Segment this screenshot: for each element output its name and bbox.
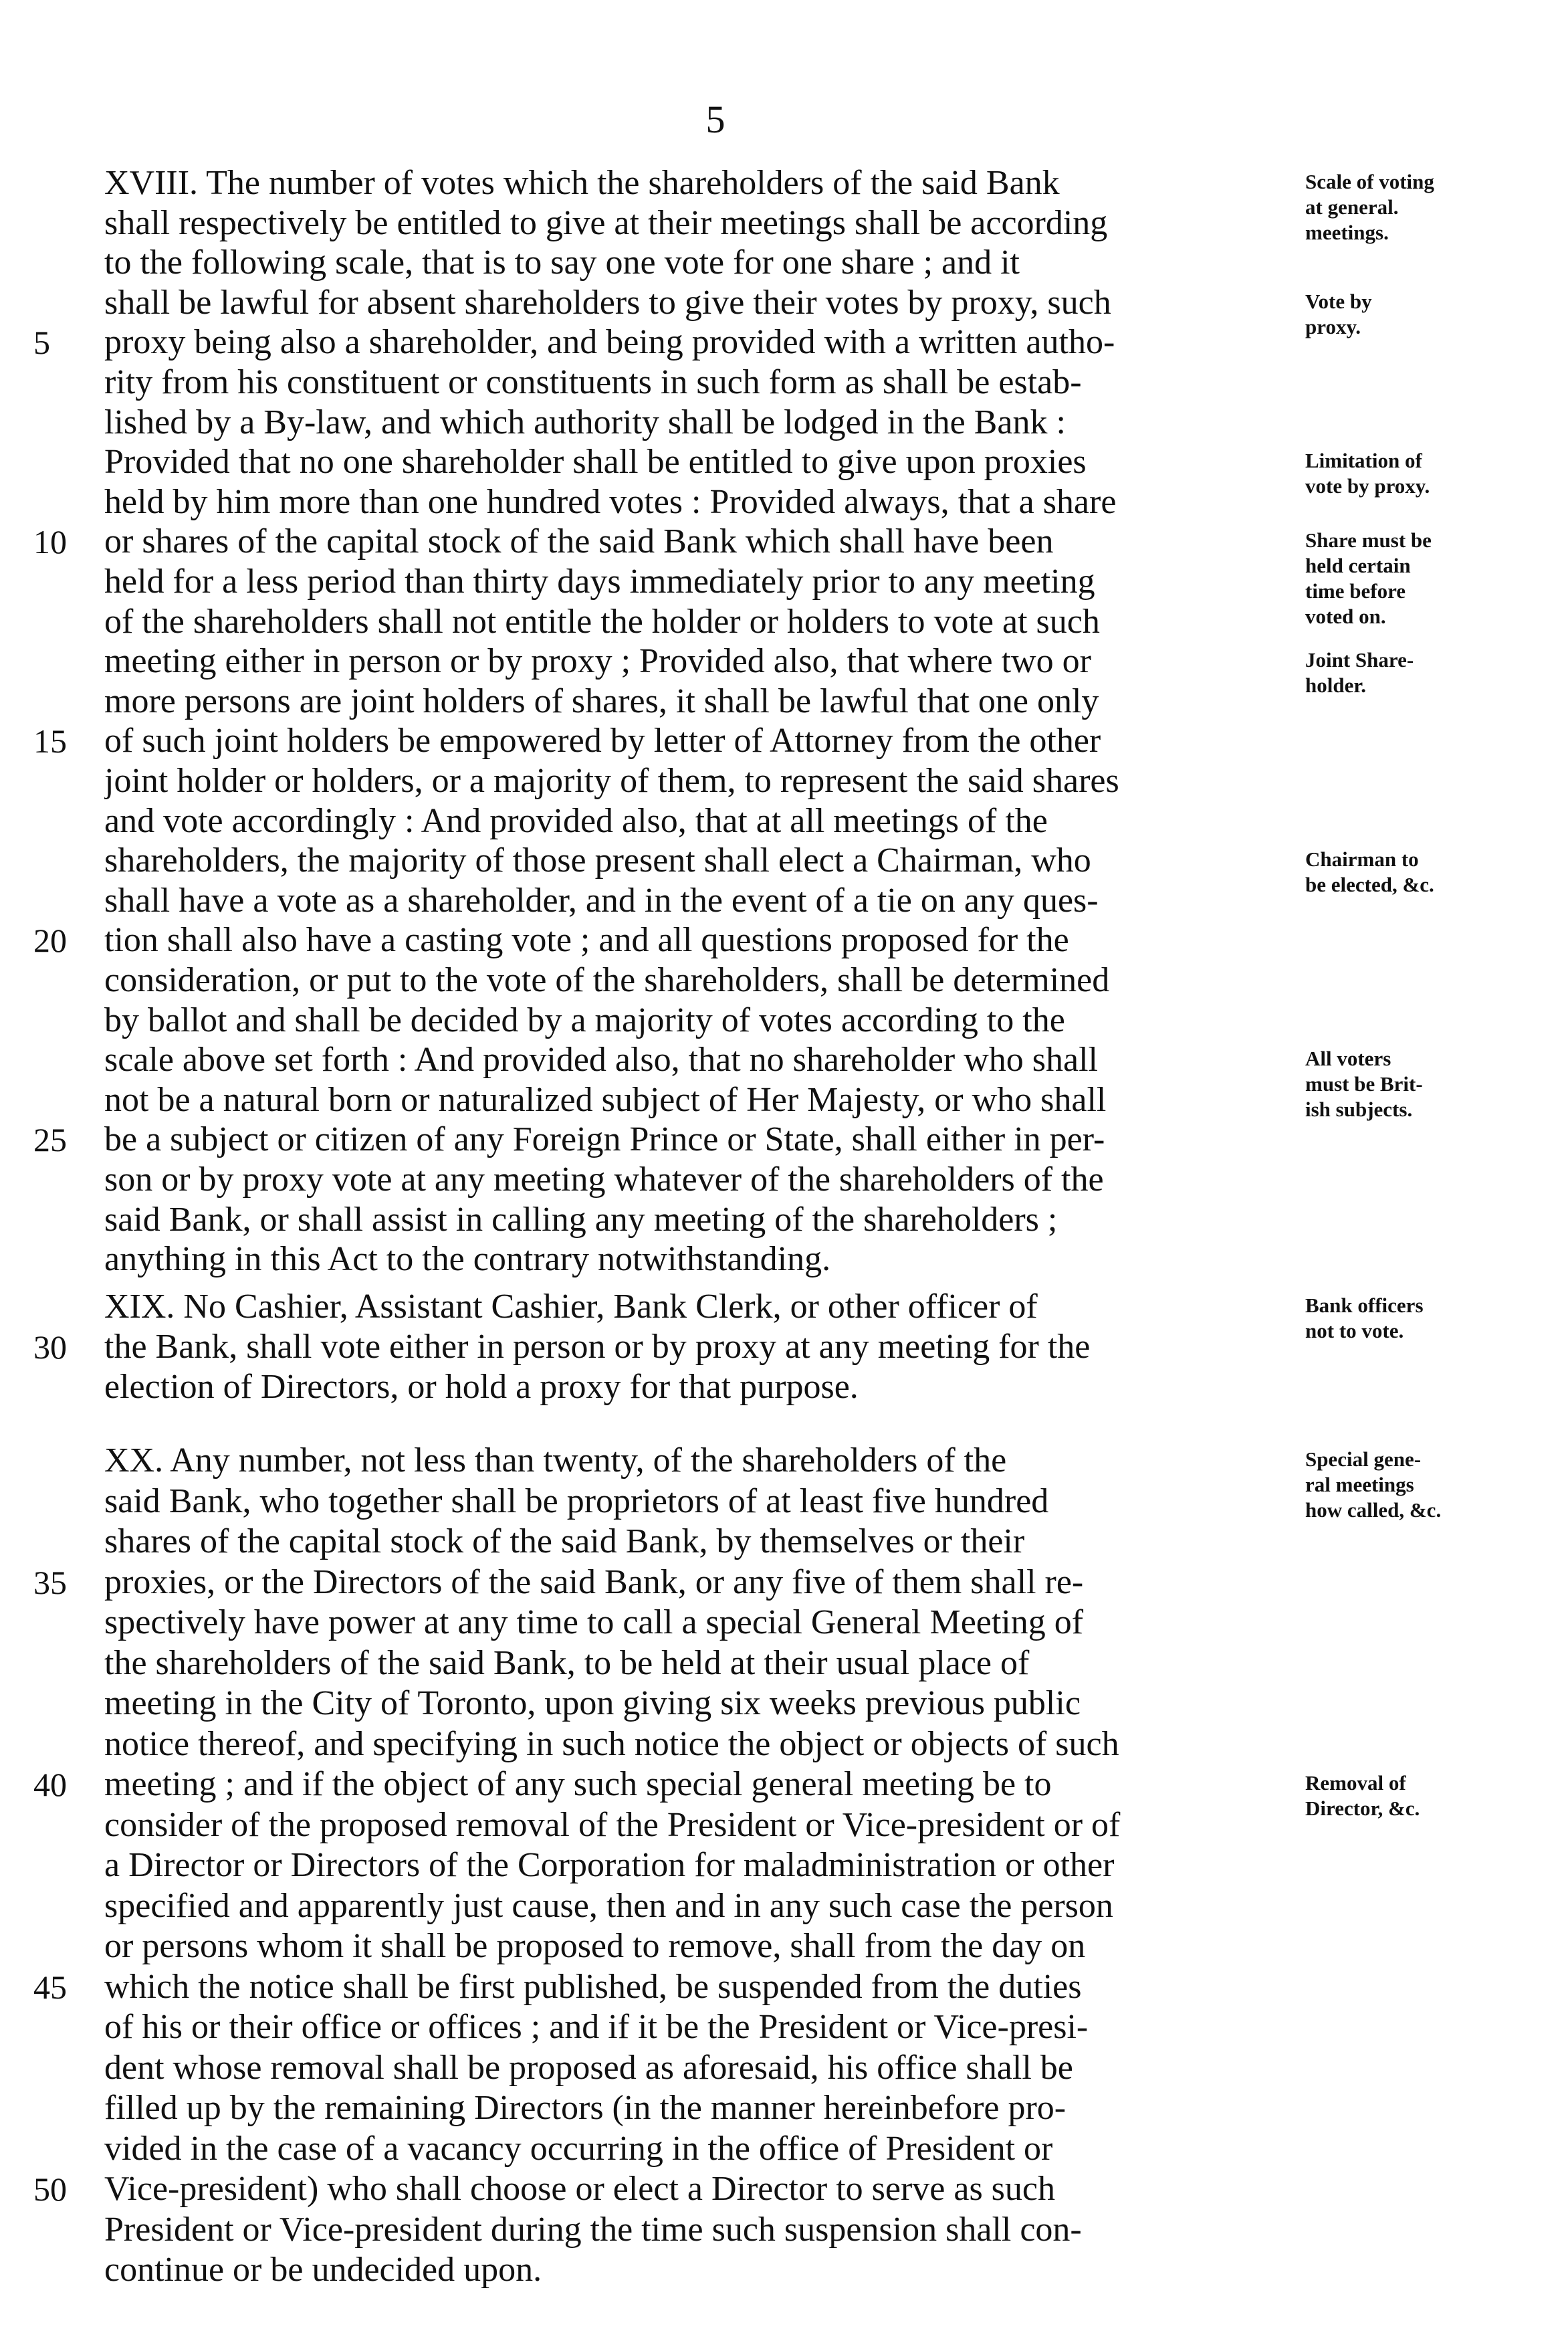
text-line: scale above set forth : And provided also, that no shareholder who shall — [104, 1041, 1098, 1080]
margin-note: at general. — [1305, 195, 1399, 219]
text-line: lished by a By-law, and which authority shall be lodged in the Bank : — [104, 403, 1066, 441]
text-line: by ballot and shall be decided by a majority of votes according to the — [104, 1001, 1065, 1039]
line-number: 10 — [33, 523, 67, 561]
text-line: said Bank, or shall assist in calling any meeting of the shareholders ; — [104, 1200, 1058, 1239]
text-line: shares of the capital stock of the said Bank, by themselves or their — [104, 1522, 1025, 1560]
line-number: 35 — [33, 1563, 67, 1601]
text-line: joint holder or holders, or a majority of them, to represent the said shares — [104, 762, 1119, 800]
margin-note: Scale of voting — [1305, 170, 1434, 193]
line-number: 50 — [33, 2170, 67, 2208]
margin-note: Director, &c. — [1305, 1797, 1420, 1820]
margin-note: must be Brit- — [1305, 1072, 1423, 1096]
text-line: more persons are joint holders of shares, it shall be lawful that one only — [104, 682, 1099, 720]
margin-note: holder. — [1305, 674, 1367, 698]
text-line: anything in this Act to the contrary notwithstanding. — [104, 1240, 831, 1279]
text-line: the Bank, shall vote either in person or by proxy at any meeting for the — [104, 1328, 1091, 1366]
line-number: 15 — [33, 722, 67, 760]
text-line: consideration, or put to the vote of the shareholders, shall be determined — [104, 961, 1110, 999]
text-line: shall be lawful for absent shareholders to give their votes by proxy, such — [104, 283, 1111, 322]
text-line: shall respectively be entitled to give at their meetings shall be according — [104, 203, 1108, 242]
text-line: shall have a vote as a shareholder, and in the event of a tie on any ques- — [104, 881, 1099, 920]
margin-note: Removal of — [1305, 1771, 1406, 1795]
text-line: to the following scale, that is to say one vote for one share ; and it — [104, 243, 1020, 282]
margin-note: Vote by — [1305, 289, 1372, 313]
text-line: vided in the case of a vacancy occurring in the office of President or — [104, 2129, 1053, 2168]
margin-note: ish subjects. — [1305, 1098, 1413, 1122]
line-number: 20 — [33, 922, 67, 960]
margin-note: not to vote. — [1305, 1319, 1404, 1342]
text-line: meeting ; and if the object of any such special general meeting be to — [104, 1765, 1052, 1803]
margin-note: Special gene- — [1305, 1447, 1422, 1471]
text-line: filled up by the remaining Directors (in the manner hereinbefore pro- — [104, 2089, 1067, 2127]
text-line: not be a natural born or naturalized subject of Her Majesty, or who shall — [104, 1080, 1107, 1119]
text-line: or persons whom it shall be proposed to remove, shall from the day on — [104, 1927, 1086, 1965]
line-number: 5 — [33, 324, 50, 362]
margin-note: how called, &c. — [1305, 1498, 1442, 1522]
page-number: 5 — [705, 98, 725, 141]
text-line: dent whose removal shall be proposed as aforesaid, his office shall be — [104, 2048, 1073, 2087]
margin-note: ral meetings — [1305, 1473, 1414, 1496]
text-line: shareholders, the majority of those present shall elect a Chairman, who — [104, 841, 1091, 880]
margin-note: be elected, &c. — [1305, 873, 1434, 897]
text-line: Provided that no one shareholder shall be entitled to give upon proxies — [104, 443, 1087, 482]
margin-note: time before — [1305, 579, 1406, 603]
text-line: be a subject or citizen of any Foreign Prince or State, shall either in per- — [104, 1120, 1105, 1159]
text-line: meeting in the City of Toronto, upon giving six weeks previous public — [104, 1684, 1081, 1722]
margin-note: Bank officers — [1305, 1294, 1424, 1317]
text-line: proxy being also a shareholder, and being provided with a written autho- — [104, 323, 1115, 362]
text-line: held by him more than one hundred votes : Provided always, that a share — [104, 482, 1117, 521]
text-line: tion shall also have a casting vote ; and all questions proposed for the — [104, 921, 1069, 960]
text-line: son or by proxy vote at any meeting whatever of the shareholders of the — [104, 1160, 1104, 1199]
margin-note: Chairman to — [1305, 847, 1419, 872]
text-line: meeting either in person or by proxy ; Provided also, that where two or — [104, 642, 1091, 681]
line-number: 40 — [33, 1766, 67, 1803]
text-line: of the shareholders shall not entitle the holder or holders to vote at such — [104, 602, 1100, 641]
text-line: which the notice shall be first published, be suspended from the duties — [104, 1967, 1082, 2006]
text-line: XX. Any number, not less than twenty, of the shareholders of the — [104, 1441, 1007, 1479]
text-line: of his or their office or offices ; and if it be the President or Vice-presi- — [104, 2008, 1089, 2046]
text-line: said Bank, who together shall be proprietors of at least five hundred — [104, 1482, 1049, 1520]
text-line: or shares of the capital stock of the said Bank which shall have been — [104, 522, 1054, 561]
text-line: consider of the proposed removal of the President or Vice-president or of — [104, 1805, 1121, 1844]
text-line: and vote accordingly : And provided also, that at all meetings of the — [104, 801, 1048, 840]
text-line: held for a less period than thirty days immediately prior to any meeting — [104, 563, 1095, 601]
text-line: continue or be undecided upon. — [104, 2251, 542, 2289]
margin-note: meetings. — [1305, 221, 1389, 244]
text-line: Vice-president) who shall choose or elect a Director to serve as such — [104, 2170, 1056, 2208]
margin-note: Limitation of — [1305, 449, 1422, 473]
text-line: XVIII. The number of votes which the shareholders of the said Bank — [104, 164, 1060, 202]
text-line: proxies, or the Directors of the said Bank, or any five of them shall re- — [104, 1562, 1084, 1601]
text-line: rity from his constituent or constituents in such form as shall be estab- — [104, 363, 1082, 401]
margin-note: proxy. — [1305, 314, 1361, 338]
text-line: of such joint holders be empowered by letter of Attorney from the other — [104, 722, 1101, 760]
text-line: the shareholders of the said Bank, to be held at their usual place of — [104, 1643, 1030, 1682]
margin-note: voted on. — [1305, 605, 1386, 629]
margin-note: Share must be — [1305, 528, 1432, 552]
line-number: 25 — [33, 1121, 67, 1159]
margin-note: All voters — [1305, 1047, 1391, 1071]
text-line: election of Directors, or hold a proxy for that purpose. — [104, 1368, 859, 1406]
text-line: specified and apparently just cause, then and in any such case the person — [104, 1886, 1113, 1925]
text-line: spectively have power at any time to call a special General Meeting of — [104, 1603, 1084, 1641]
margin-note: held certain — [1305, 554, 1411, 578]
margin-note: Joint Share- — [1305, 648, 1414, 672]
line-number: 45 — [33, 1968, 67, 2006]
text-line: notice thereof, and specifying in such notice the object or objects of such — [104, 1724, 1119, 1763]
margin-note: vote by proxy. — [1305, 474, 1430, 498]
text-line: a Director or Directors of the Corporation for maladministration or other — [104, 1846, 1115, 1884]
line-number: 30 — [33, 1328, 67, 1366]
text-line: XIX. No Cashier, Assistant Cashier, Bank Clerk, or other officer of — [104, 1288, 1038, 1326]
text-line: President or Vice-president during the time such suspension shall con- — [104, 2210, 1082, 2249]
